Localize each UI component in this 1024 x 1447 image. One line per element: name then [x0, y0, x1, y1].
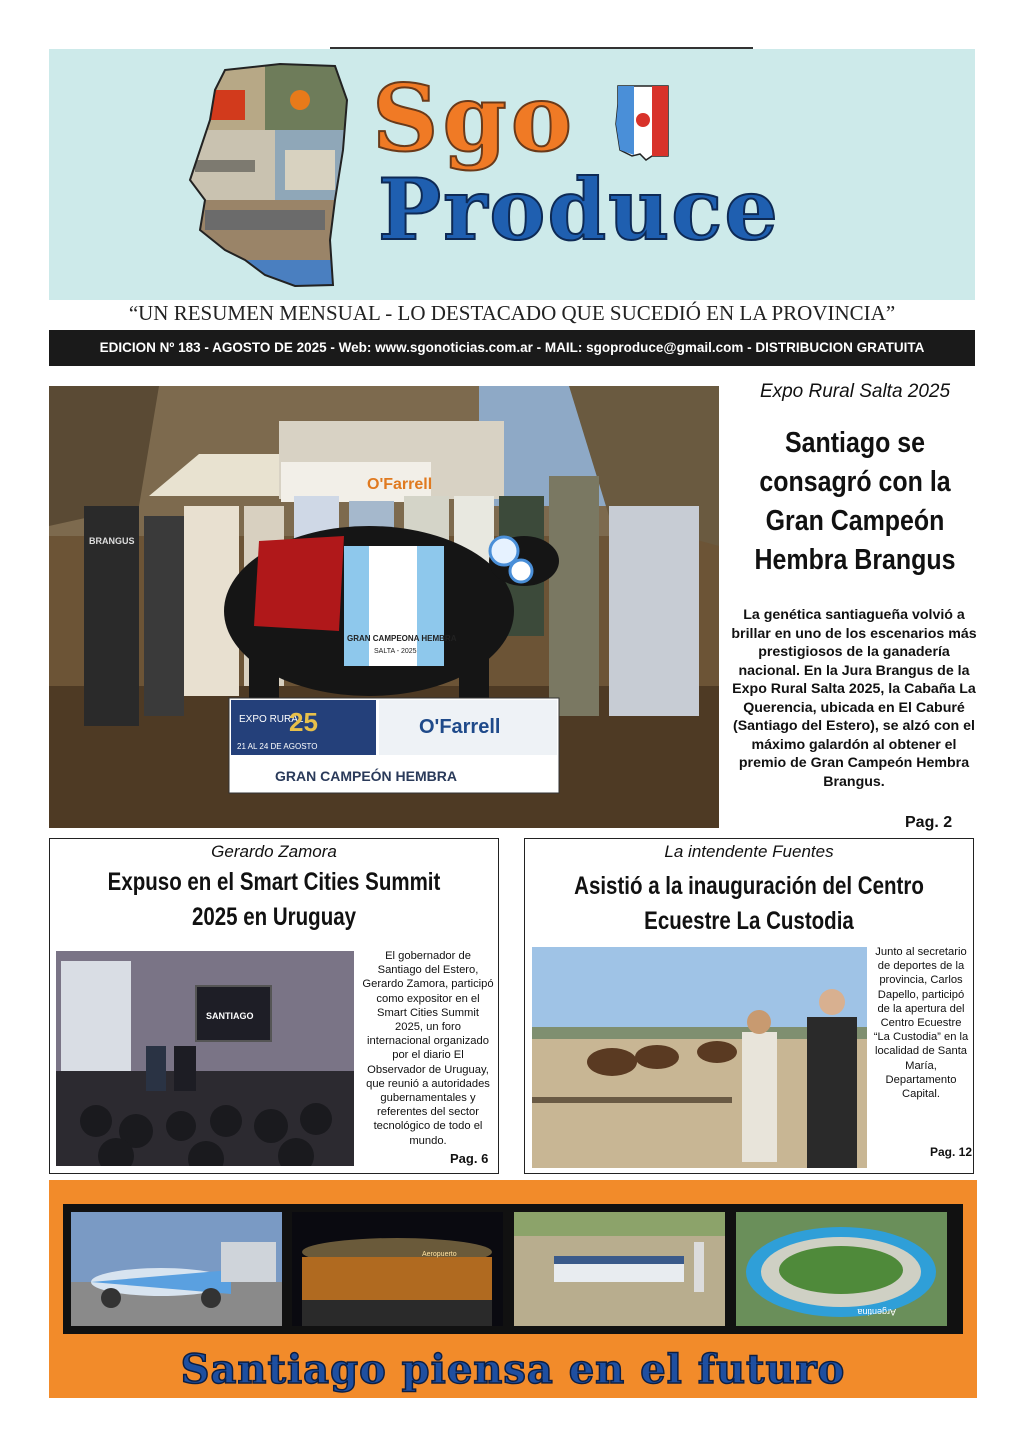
screen-text-label: SANTIAGO [206, 1011, 254, 1021]
province-map-collage-image [185, 60, 355, 290]
lead-body-text: La genética santiagueña volvió a brillar en uno de los escenarios más prestigiosos de la ganadería nacional. En la Jura Brangus de la Expo Rural Salta 2025, la Cabaña La Querencia, ubicada en El Caburé (Santiago del Estero), se alzó con el máximo galardón al obtener el premio de Gran Campeón Hembra Brangus. [731, 607, 977, 790]
right-story-headline: Asistió a la inauguración del Centro Ecuestre La Custodia [574, 872, 924, 935]
masthead-title-line1: Sgo [372, 64, 577, 172]
left-story-kicker: Gerardo Zamora [211, 842, 337, 861]
story-box-zamora [49, 838, 499, 1174]
lead-page-ref: Pag. 2 [905, 814, 953, 831]
lead-headline: Santiago se consagró con la Gran Campeón Hembra Brangus [754, 427, 956, 576]
vest-text-label: BRANGUS [89, 536, 135, 546]
right-story-body: Junto al secretario de deportes de la provincia, Carlos Dapello, participó de la apertura del Centro Ecuestre “La Custodia” en la localidad de Santa María, Departamento Capital. [873, 946, 969, 1101]
edition-info-bar: EDICION Nº 183 - AGOSTO DE 2025 - Web: www.sgonoticias.com.ar - MAIL: sgoproduce@gmail.com - DISTRIBUCION GRATUITA [49, 330, 975, 366]
masthead-tagline: “UN RESUMEN MENSUAL - LO DESTACADO QUE SUCEDIÓ EN LA PROVINCIA” [128, 301, 896, 325]
sign-dates-label: 21 AL 24 DE AGOSTO [237, 742, 318, 751]
smart-cities-summit-photo [56, 951, 354, 1166]
province-flag-map-icon [612, 84, 672, 162]
ad-slogan: Santiago piensa en el futuro [180, 1346, 846, 1393]
terminal-night-photo [292, 1212, 503, 1326]
banner-title-label: GRAN CAMPEONA HEMBRA [347, 634, 457, 643]
right-story-page-ref: Pag. 12 [930, 1145, 973, 1159]
lead-kicker: Expo Rural Salta 2025 [759, 381, 951, 402]
left-story-headline: Expuso en el Smart Cities Summit 2025 en Uruguay [107, 868, 441, 931]
track-text-label: Argentina [857, 1307, 896, 1317]
ad-banner-future [49, 1180, 977, 1398]
lead-photo-brangus-award [49, 386, 719, 828]
terminal-sign-label: Aeropuerto [422, 1251, 457, 1258]
right-story-kicker: La intendente Fuentes [664, 842, 834, 861]
equestrian-center-photo [532, 947, 867, 1168]
airport-aerial-photo [514, 1212, 725, 1326]
masthead-title-line2: Produce [378, 160, 780, 259]
airplane-photo [71, 1212, 282, 1326]
ad-photo-strip [63, 1204, 963, 1334]
sign-bottom-label: GRAN CAMPEÓN HEMBRA [275, 768, 457, 784]
banner-subtitle-label: SALTA - 2025 [374, 648, 417, 655]
sign-brand-label: O'Farrell [419, 716, 501, 738]
sign-expo-label: EXPO RURAL [239, 714, 304, 725]
tent-brand-label: O'Farrell [367, 476, 433, 493]
racetrack-aerial-photo [736, 1212, 947, 1326]
sign-25-label: 25 [289, 707, 318, 737]
story-box-fuentes [524, 838, 974, 1174]
left-story-page-ref: Pag. 6 [450, 1151, 489, 1166]
left-story-body: El gobernador de Santiago del Estero, Gerardo Zamora, participó como expositor en el Smart Cities Summit 2025, un foro internacional organizado por el diario El Observador de Uruguay, que reunió a autoridades gubernamentales y referentes del sector tecnológico de todo el mundo. [362, 950, 494, 1147]
